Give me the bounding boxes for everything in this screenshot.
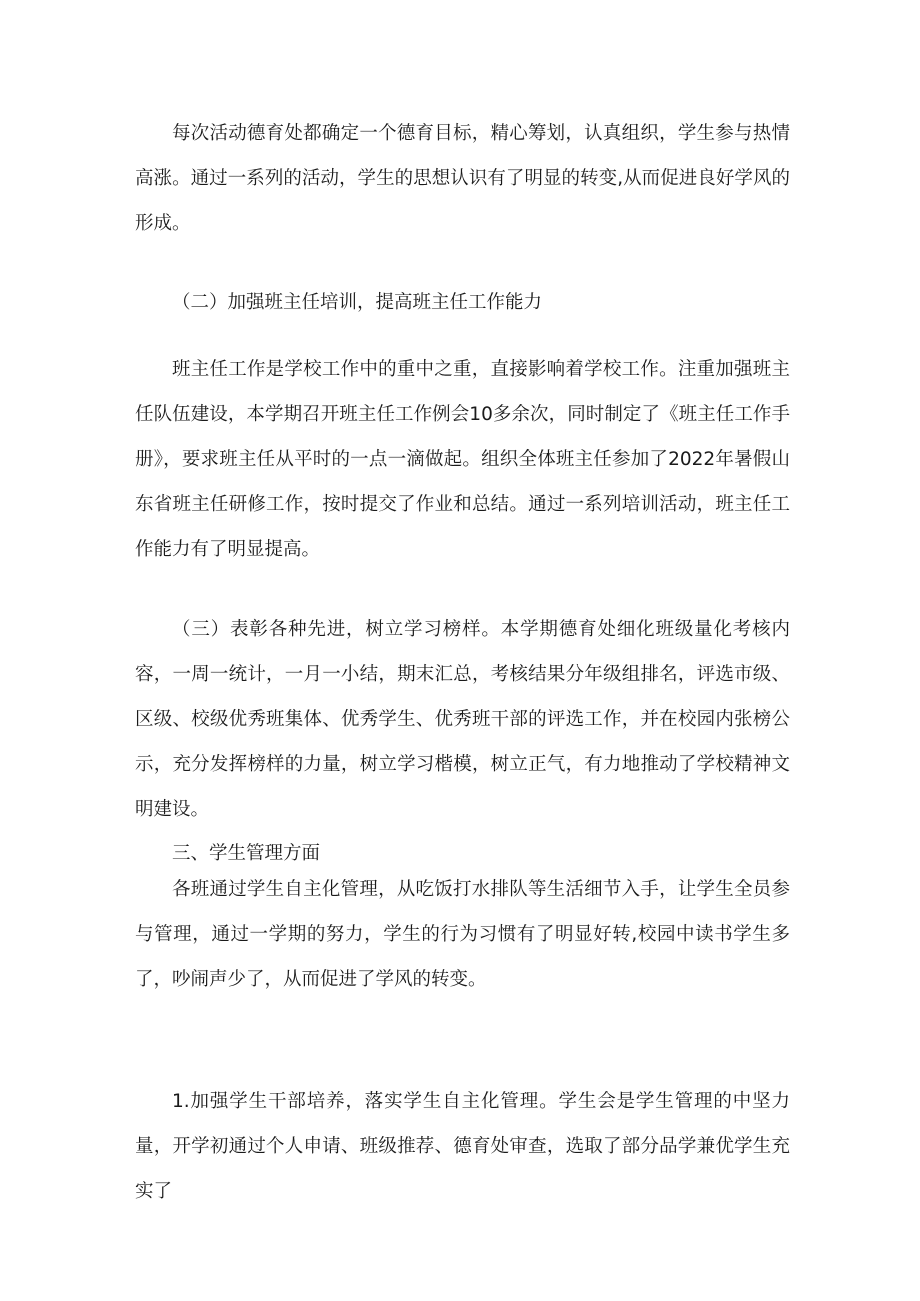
- heading-class-teacher-training: （二）加强班主任培训，提高班主任工作能力: [172, 292, 543, 313]
- paragraph-commend-advanced: （三）表彰各种先进，树立学习榜样。本学期德育处细化班级量化考核内容，一周一统计，一月一小结，期末汇总，考核结果分年级组排名，评选市级、区级、校级优秀班集体、优秀学生、优秀班干部的评选工作，并在校园内张榜公示，充分发挥榜样的力量，树立学习楷模，树立正气，有力地推动了学校精神文明建设。: [135, 619, 790, 820]
- heading-student-management: 三、学生管理方面: [172, 843, 321, 864]
- paragraph-self-management: 各班通过学生自主化管理，从吃饭打水排队等生活细节入手，让学生全员参与管理，通过一学期的努力，学生的行为习惯有了明显好转,校园中读书学生多了，吵闹声少了，从而促进了学风的转变。: [135, 879, 790, 990]
- paragraph-student-cadre-training: 1.加强学生干部培养，落实学生自主化管理。学生会是学生管理的中坚力量，开学初通过个人申请、班级推荐、德育处审查，选取了部分品学兼优学生充实了: [135, 1091, 790, 1202]
- paragraph-class-teacher-work: 班主任工作是学校工作中的重中之重，直接影响着学校工作。注重加强班主任队伍建设，本学期召开班主任工作例会10多余次，同时制定了《班主任工作手册》，要求班主任从平时的一点一滴做起。组织全体班主任参加了2022年暑假山东省班主任研修工作，按时提交了作业和总结。通过一系列培训活动，班主任工作能力有了明显提高。: [135, 359, 790, 560]
- paragraph-activity-goals: 每次活动德育处都确定一个德育目标，精心筹划，认真组织，学生参与热情高涨。通过一系列的活动，学生的思想认识有了明显的转变,从而促进良好学风的形成。: [135, 123, 790, 234]
